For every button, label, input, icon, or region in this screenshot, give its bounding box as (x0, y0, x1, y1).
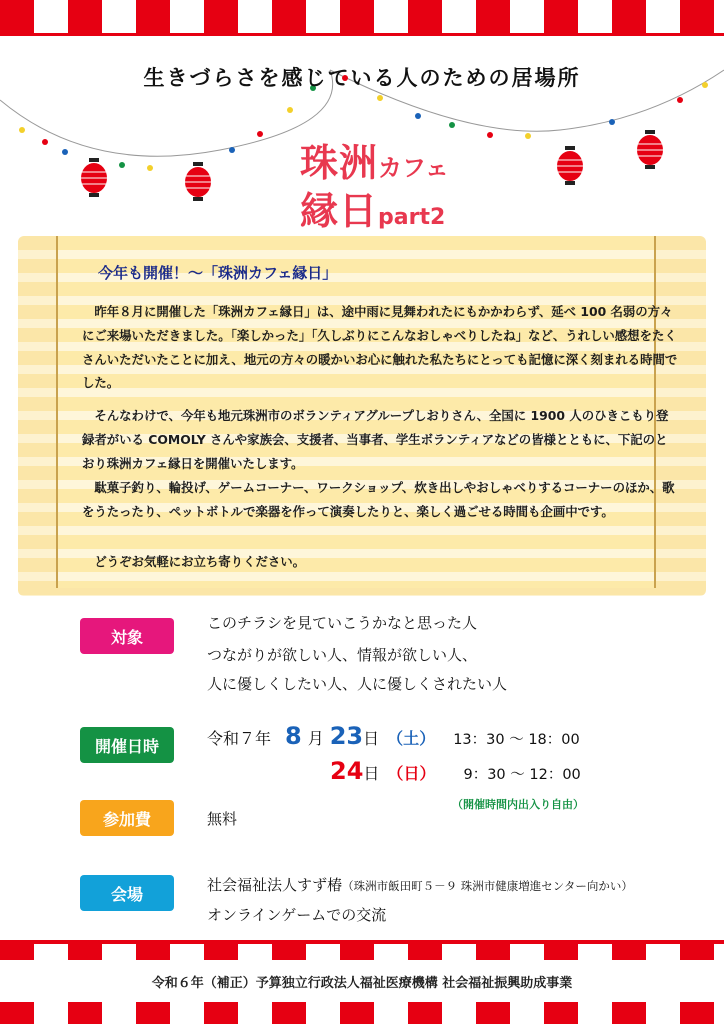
day2-weekday: 日 (403, 764, 420, 783)
lantern-icon (80, 158, 108, 198)
intro-paragraph-4: どうぞお気軽にお立ち寄りください。 (82, 554, 306, 569)
intro-heading: 今年も開催！～「珠洲カフェ縁日」 (98, 264, 338, 282)
day1-weekday: 土 (403, 729, 420, 748)
title-part: part2 (378, 205, 446, 230)
footer-credit: 令和６年（補正）予算独立行政法人福祉医療機構 社会福祉振興助成事業 (0, 960, 724, 1002)
title-main: 珠洲 (300, 141, 379, 185)
month-unit: 月 (307, 729, 324, 748)
schedule-note: （開催時間内出入り自由） (452, 798, 584, 811)
day2: 24 (330, 757, 364, 785)
month: 8 (285, 722, 302, 750)
lantern-icon (184, 162, 212, 202)
target-label: 対象 (80, 618, 174, 654)
day-unit: 日 (363, 729, 380, 748)
target-line: このチラシを見ていこうかなと思った人 (207, 614, 478, 632)
intro-paragraph-2: そんなわけで、今年も地元珠洲市のボランティアグループしおりさん、全国に 1900 人のひきこもり登録者がいる COMOLY さんや家族会、支援者、当事者、学生ボランティアなどの皆様とともに、下記のとおり珠洲カフェ縁日を開催いたします。 (82, 408, 669, 471)
title-line1 (300, 132, 449, 187)
venue-label: 会場 (80, 875, 174, 911)
fee-value: 無料 (207, 810, 238, 828)
schedule-day2 (330, 757, 581, 785)
intro-paragraph-1: 昨年８月に開催した「珠洲カフェ縁日」は、途中雨に見舞われたにもかかわらず、延べ 100 名弱の方々にご来場いただきました。「楽しかった」「久しぶりにこんなおしゃべりしたね」など、うれしい感想をたくさんいただいたことに加え、地元の方々の暖かいお心に触れた私たちにとっても記憶に深く刻まれる時間でした。 (82, 304, 678, 391)
target-line: つながりが欲しい人、情報が欲しい人、 (207, 646, 478, 664)
weekday-open-2: （ (387, 764, 404, 783)
lantern-icon (556, 146, 584, 186)
venue-online: オンラインゲームでの交流 (207, 906, 387, 924)
weekday-close-2: ） (419, 764, 436, 783)
day1: 23 (329, 722, 364, 750)
day2-time: 9：30 ～ 12：00 (463, 767, 581, 783)
fee-label: 参加費 (80, 800, 174, 836)
schedule-label: 開催日時 (80, 727, 174, 763)
weekday-close: ） (419, 729, 436, 748)
title-sub: カフェ (378, 154, 449, 182)
day-unit-2: 日 (363, 764, 380, 783)
subtitle: 生きづらさを感じている人のための居場所 (143, 66, 581, 90)
weekday-open: （ (387, 729, 404, 748)
schedule-day1 (207, 722, 580, 750)
intro-paragraph-3: 駄菓子釣り、輪投げ、ゲームコーナー、ワークショップ、炊き出しやおしゃべりするコーナーのほか、歌をうたったり、ペットボトルで楽器を作って演奏したりと、楽しく過ごせる時間も企画中です。 (82, 480, 675, 519)
venue-address: （珠洲市飯田町５－９ 珠洲市健康増進センター向かい） (342, 879, 633, 893)
era: 令和７年 (207, 729, 272, 748)
venue-name: 社会福祉法人すず椿 (207, 876, 343, 894)
lantern-icon (636, 130, 664, 170)
day1-time: 13：30 ～ 18：00 (453, 732, 580, 748)
target-line: 人に優しくしたい人、人に優しくされたい人 (207, 675, 508, 693)
title-main-2: 縁日 (300, 189, 379, 233)
title-line2 (300, 180, 445, 235)
venue-name-line (207, 874, 633, 895)
